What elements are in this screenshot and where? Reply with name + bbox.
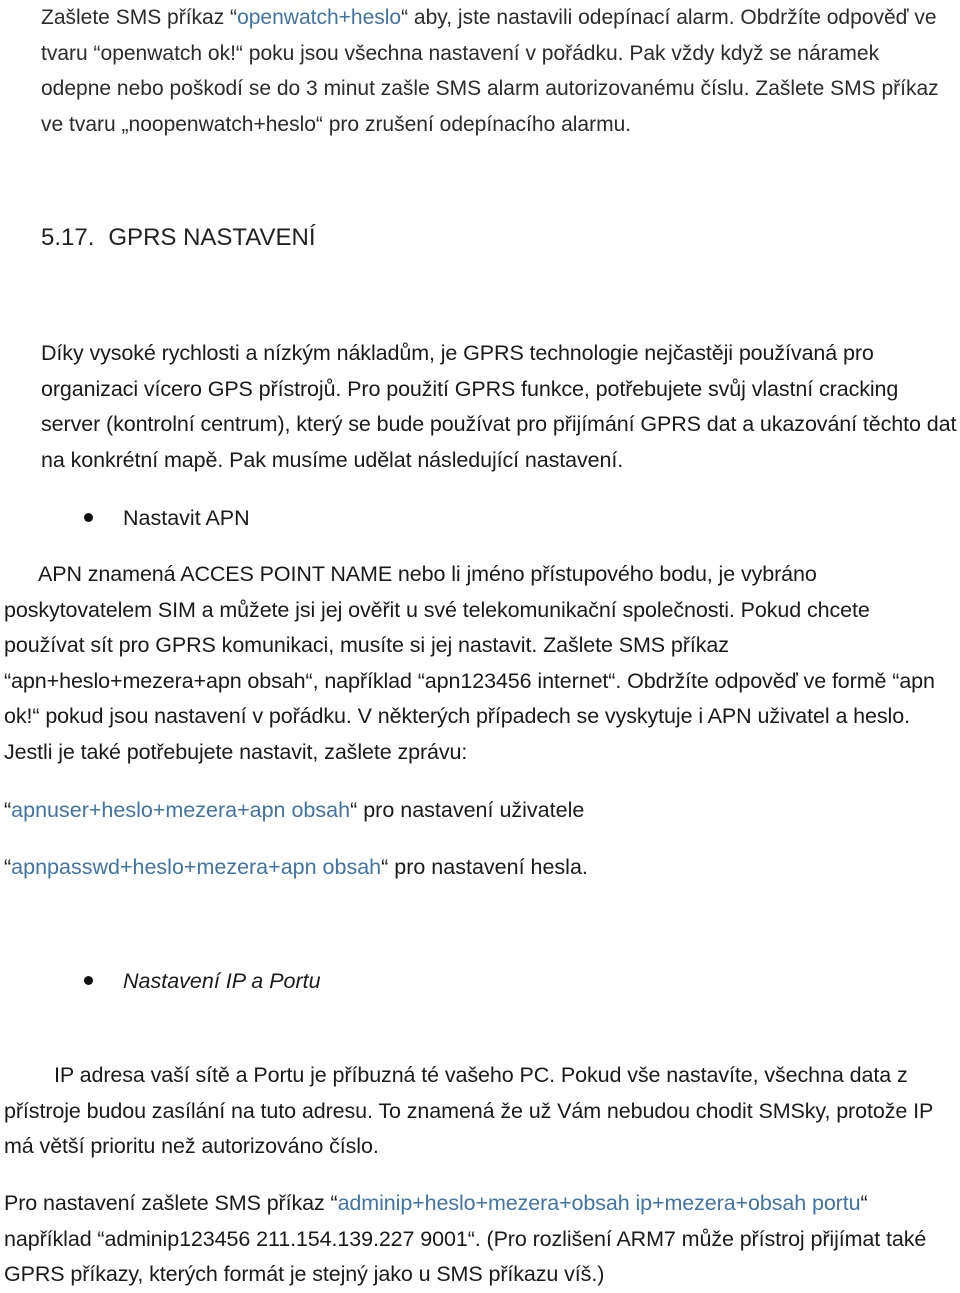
bullet-apn-label: Nastavit APN [123, 506, 250, 530]
openwatch-command: openwatch+heslo [237, 6, 402, 29]
apnpasswd-command: apnpasswd+heslo+mezera+apn obsah [11, 855, 382, 879]
section-heading [41, 218, 956, 258]
adminip-paragraph [4, 1186, 956, 1293]
apnuser-description: “ pro nastavení uživatele [350, 798, 585, 822]
bullet-dot-icon [84, 513, 93, 522]
ip-paragraph-rest: z přístroje budou zasílání na tuto adresu. To znamená že už Vám nebudou chodit SMSky, protože IP má větší prioritu než autorizováno číslo. [4, 1063, 933, 1158]
adminip-text-1: Pro nastavení zašlete SMS příkaz “ [4, 1191, 338, 1215]
intro-text-1: Zašlete SMS příkaz “ [41, 6, 238, 29]
gprs-intro-paragraph: Díky vysoké rychlosti a nízkým nákladům, je GPRS technologie nejčastěji používaná pro organizaci vícero GPS přístrojů. Pro použití GPRS funkce, potřebujete svůj vlastní cracking server (kontrolní centrum), který se bude používat pro přijímání GPRS dat a ukazování těchto dat na konkrétní mapě. Pak musíme udělat následující nastavení. [41, 341, 957, 472]
bullet-ip-port [84, 965, 321, 997]
intro-text-2: “ aby, jste nastavili odepínací alarm. Obdržíte odpověď ve tvaru “openwatch ok!“ poku jsou všechna nastavení v pořádku. Pak vždy když se náramek odepne nebo poškodí se do 3 minut zašle SMS alarm autorizovanému číslu. Zašlete SMS příkaz ve tvaru „noopenwatch+heslo“ pro zrušení odepínacího alarmu. [41, 6, 939, 136]
bullet-dot-icon [84, 976, 93, 985]
apn-paragraph-first: APN znamená ACCES POINT NAME nebo li jméno přístupového bodu, je vybráno [38, 562, 817, 586]
intro-paragraph [41, 0, 940, 142]
ip-port-paragraph [4, 1058, 956, 1165]
apnpasswd-description: “ pro nastavení hesla. [381, 855, 588, 879]
section-number: 5.17. [41, 224, 95, 251]
quote-open: “ [4, 798, 12, 822]
apnuser-command: apnuser+heslo+mezera+apn obsah [11, 798, 351, 822]
bullet-ip-port-label: Nastavení IP a Portu [123, 969, 321, 993]
bullet-apn [84, 502, 250, 534]
adminip-text-2: “ například “adminip123456 211.154.139.227 9001“. (Pro rozlišení ARM7 může přístroj přijímat také GPRS příkazy, kterých formát je stejný jako u SMS příkazu víš.) [4, 1191, 927, 1286]
quote-open: “ [4, 855, 12, 879]
ip-paragraph-first: IP adresa vaší sítě a Portu je příbuzná té vašeho PC. Pokud vše nastavíte, všechna data [54, 1063, 892, 1087]
apnpasswd-command-line [4, 851, 588, 883]
apn-paragraph-rest: poskytovatelem SIM a můžete jsi jej ověřit u své telekomunikační společnosti. Pokud chcete používat sít pro GPRS komunikaci, musíte si jej nastavit. Zašlete SMS příkaz “apn+heslo+mezera+apn obsah“, například “apn123456 internet“. Obdržíte odpověď ve formě “apn ok!“ pokud jsou nastavení v pořádku. V některých případech se vyskytuje i APN uživatel a heslo. Jestli je také potřebujete nastavit, zašlete zprávu: [4, 597, 935, 764]
section-title: GPRS NASTAVENÍ [108, 224, 316, 251]
adminip-command: adminip+heslo+mezera+obsah ip+mezera+obsah portu [337, 1191, 861, 1215]
apnuser-command-line [4, 794, 584, 826]
apn-paragraph [4, 557, 956, 770]
